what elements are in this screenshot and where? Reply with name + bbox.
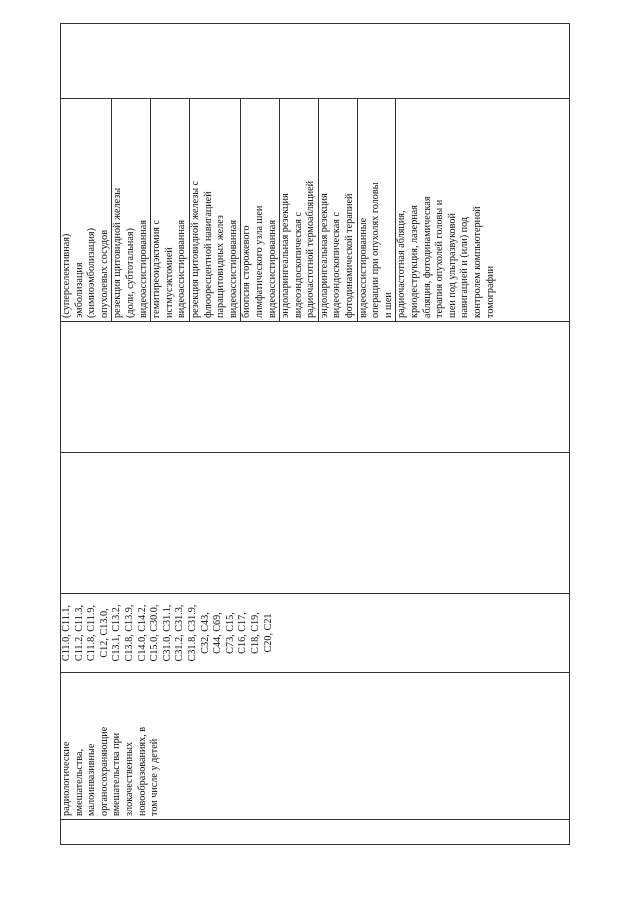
method-line: операции при опухолях головы xyxy=(370,182,382,318)
icd-code-line: C11.2, C11.3, xyxy=(73,604,85,662)
treatment-type-cell xyxy=(61,322,570,453)
method-item xyxy=(150,99,189,321)
method-line: видеоассистированная xyxy=(137,220,149,318)
method-item xyxy=(357,99,396,321)
icd-codes-cell xyxy=(61,594,570,673)
method-item xyxy=(189,99,240,321)
method-line: биопсия сторожевого xyxy=(241,225,253,318)
name-line: органосохраняющие xyxy=(98,726,110,816)
method-line: терапия опухолей головы и xyxy=(434,199,446,318)
method-item xyxy=(240,99,279,321)
icd-code-line: C31.0, C31.1, xyxy=(161,604,173,662)
name-line: радиологические xyxy=(61,741,72,816)
icd-code-line: C13.1, C13.2, xyxy=(111,604,123,662)
extra-cell xyxy=(61,24,570,99)
icd-code-line: C15.0, C30.0, xyxy=(149,604,161,662)
name-line: новообразованиях, в xyxy=(136,726,148,816)
method-line: резекция щитовидной железы xyxy=(112,187,124,318)
method-line: томографии xyxy=(484,265,496,318)
row-number-cell xyxy=(61,820,570,845)
method-line: эмболизация xyxy=(73,262,85,318)
method-line: фотодинамической терапией xyxy=(344,193,356,318)
method-item xyxy=(318,99,357,321)
table-row xyxy=(61,24,570,845)
method-line: видеоассистированная xyxy=(176,220,188,318)
procedure-group-name xyxy=(61,673,570,820)
rotated-table-wrapper xyxy=(60,23,570,845)
icd-code-line: C16, C17, xyxy=(237,612,249,654)
method-line: видеоассистированная xyxy=(227,220,239,318)
method-line: радиочастотная абляция, xyxy=(396,210,408,318)
method-line: эндоларингеальная резекция xyxy=(318,193,330,318)
method-line: эндоларингеальная резекция xyxy=(280,193,292,318)
name-line: злокачественных xyxy=(123,741,135,816)
method-line: радиочастотной термоабляцией xyxy=(305,180,317,318)
icd-code-line: C20, C21 xyxy=(262,613,274,653)
method-line: видеоассистированная xyxy=(266,220,278,318)
method-line: гемитиреоидэктомия с xyxy=(151,219,163,318)
method-line: резекция щитовидной железы с xyxy=(189,180,201,318)
patient-model-cell xyxy=(61,453,570,594)
procedures-table xyxy=(60,23,570,845)
method-line: видеоассистированные xyxy=(357,217,369,318)
method-line: видеоэндоскопическая с xyxy=(331,212,343,318)
icd-code-line: C12, C13.0, xyxy=(98,608,110,658)
icd-code-line: C73, C15, xyxy=(224,612,236,654)
method-line: навигацией и (или) под xyxy=(459,216,471,318)
icd-code-line: C44, C69, xyxy=(212,612,224,654)
method-item xyxy=(279,99,318,321)
treatment-methods-cell xyxy=(61,99,570,322)
icd-code-line: C11.0, C11.1, xyxy=(61,604,72,662)
method-line: лимфатического узла шеи xyxy=(253,205,265,318)
method-line: шеи под ультразвуковой xyxy=(446,213,458,318)
method-item xyxy=(395,99,497,321)
icd-code-line: C14.0, C14.2, xyxy=(136,604,148,662)
method-item xyxy=(111,99,150,321)
method-line: абляция, фотодинамическая xyxy=(421,196,433,318)
name-line: вмешательства, xyxy=(73,748,85,816)
method-line: (доли, субтотальная) xyxy=(124,228,136,318)
icd-code-line: C32, C43, xyxy=(199,612,211,654)
method-line: контролем компьютерной xyxy=(472,206,483,318)
method-line: (суперселективная) xyxy=(61,233,72,318)
icd-code-line: C11.8, C11.9, xyxy=(86,604,98,662)
name-line: вмешательства при xyxy=(111,732,123,816)
method-line: (химиоэмболизация) xyxy=(86,228,98,318)
icd-code-line: C31.8, C31.9, xyxy=(186,604,198,662)
name-line: малоинвазивные xyxy=(86,743,98,816)
icd-code-line: C13.8, C13.9, xyxy=(123,604,135,662)
name-line: том числе у детей xyxy=(149,738,161,816)
method-line: истмусэктомией xyxy=(163,247,175,318)
method-item xyxy=(61,99,111,321)
method-line: опухолевых сосудов xyxy=(98,229,110,318)
method-line: флюоресцентной навигацией xyxy=(202,191,214,318)
icd-code-line: C31.2, C31.3, xyxy=(174,604,186,662)
method-line: и шеи xyxy=(382,292,394,318)
method-line: видеоэндоскопическая с xyxy=(292,212,304,318)
method-line: паращитовидных желез xyxy=(215,215,227,318)
icd-code-line: C18, C19, xyxy=(249,612,261,654)
method-line: криодеструкция, лазерная xyxy=(409,205,421,318)
